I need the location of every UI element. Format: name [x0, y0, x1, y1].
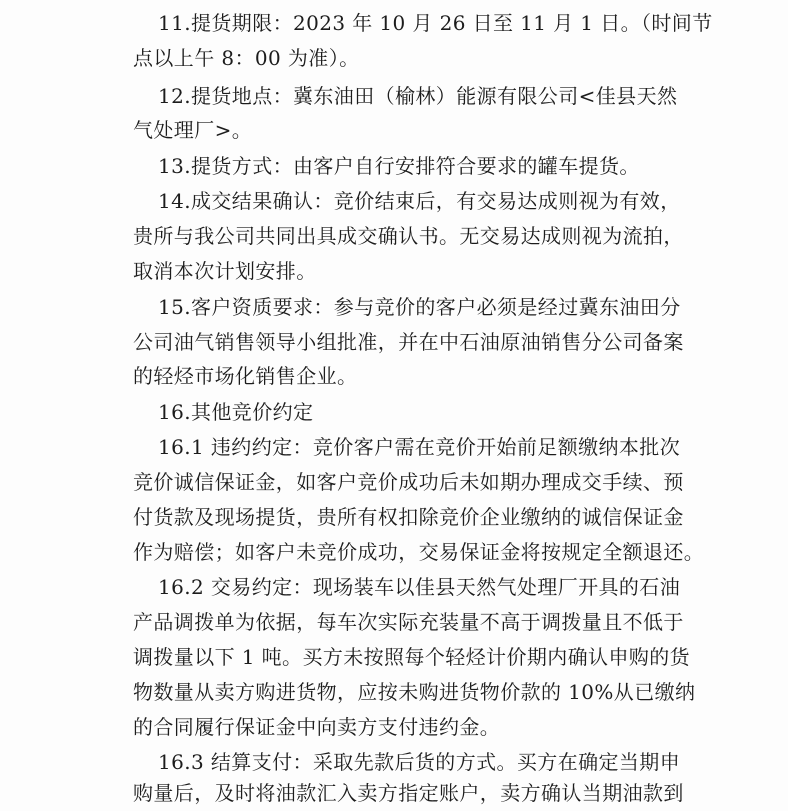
text-line: 16.其他竞价约定: [158, 400, 314, 424]
text-line: 15.客户资质要求：参与竞价的客户必须是经过冀东油田分: [158, 295, 681, 319]
text-line: 付货款及现场提货，贵所有权扣除竞价企业缴纳的诚信保证金: [133, 505, 684, 529]
text-line: 气处理厂>。: [133, 118, 253, 142]
text-line: 调拨量以下 1 吨。买方未按照每个轻烃计价期内确认申购的货: [133, 645, 691, 669]
text-line: 点以上午 8：00 为准）。: [133, 46, 360, 70]
text-line: 12.提货地点：冀东油田（榆林）能源有限公司<佳县天然: [158, 84, 678, 108]
text-line: 贵所与我公司共同出具成交确认书。无交易达成则视为流拍，: [133, 224, 684, 248]
text-line: 的轻烃市场化销售企业。: [133, 364, 358, 388]
text-line: 物数量从卖方购进货物，应按未购进货物价款的 10%从已缴纳: [133, 680, 696, 704]
text-line: 取消本次计划安排。: [133, 259, 317, 283]
text-line: 13.提货方式：由客户自行安排符合要求的罐车提货。: [158, 154, 640, 178]
text-line: 的合同履行保证金中向卖方支付违约金。: [133, 715, 501, 739]
text-line: 11.提货期限：2023 年 10 月 26 日至 11 月 1 日。（时间节: [158, 11, 713, 35]
text-line: 16.3 结算支付：采取先款后货的方式。买方在确定当期申: [158, 750, 681, 774]
text-line: 16.2 交易约定：现场装车以佳县天然气处理厂开具的石油: [158, 575, 681, 599]
text-line: 公司油气销售领导小组批准，并在中石油原油销售分公司备案: [133, 330, 684, 354]
text-line: 16.1 违约约定：竞价客户需在竞价开始前足额缴纳本批次: [158, 435, 681, 459]
text-line: 产品调拨单为依据，每车次实际充装量不高于调拨量且不低于: [133, 610, 684, 634]
text-line: 14.成交结果确认：竞价结束后，有交易达成则视为有效，: [158, 189, 681, 213]
text-line: 购量后，及时将油款汇入卖方指定账户，卖方确认当期油款到: [133, 781, 684, 805]
text-line: 竞价诚信保证金，如客户竞价成功后未如期办理成交手续、预: [133, 470, 684, 494]
text-line: 作为赔偿；如客户未竞价成功，交易保证金将按规定全额退还。: [133, 540, 705, 564]
